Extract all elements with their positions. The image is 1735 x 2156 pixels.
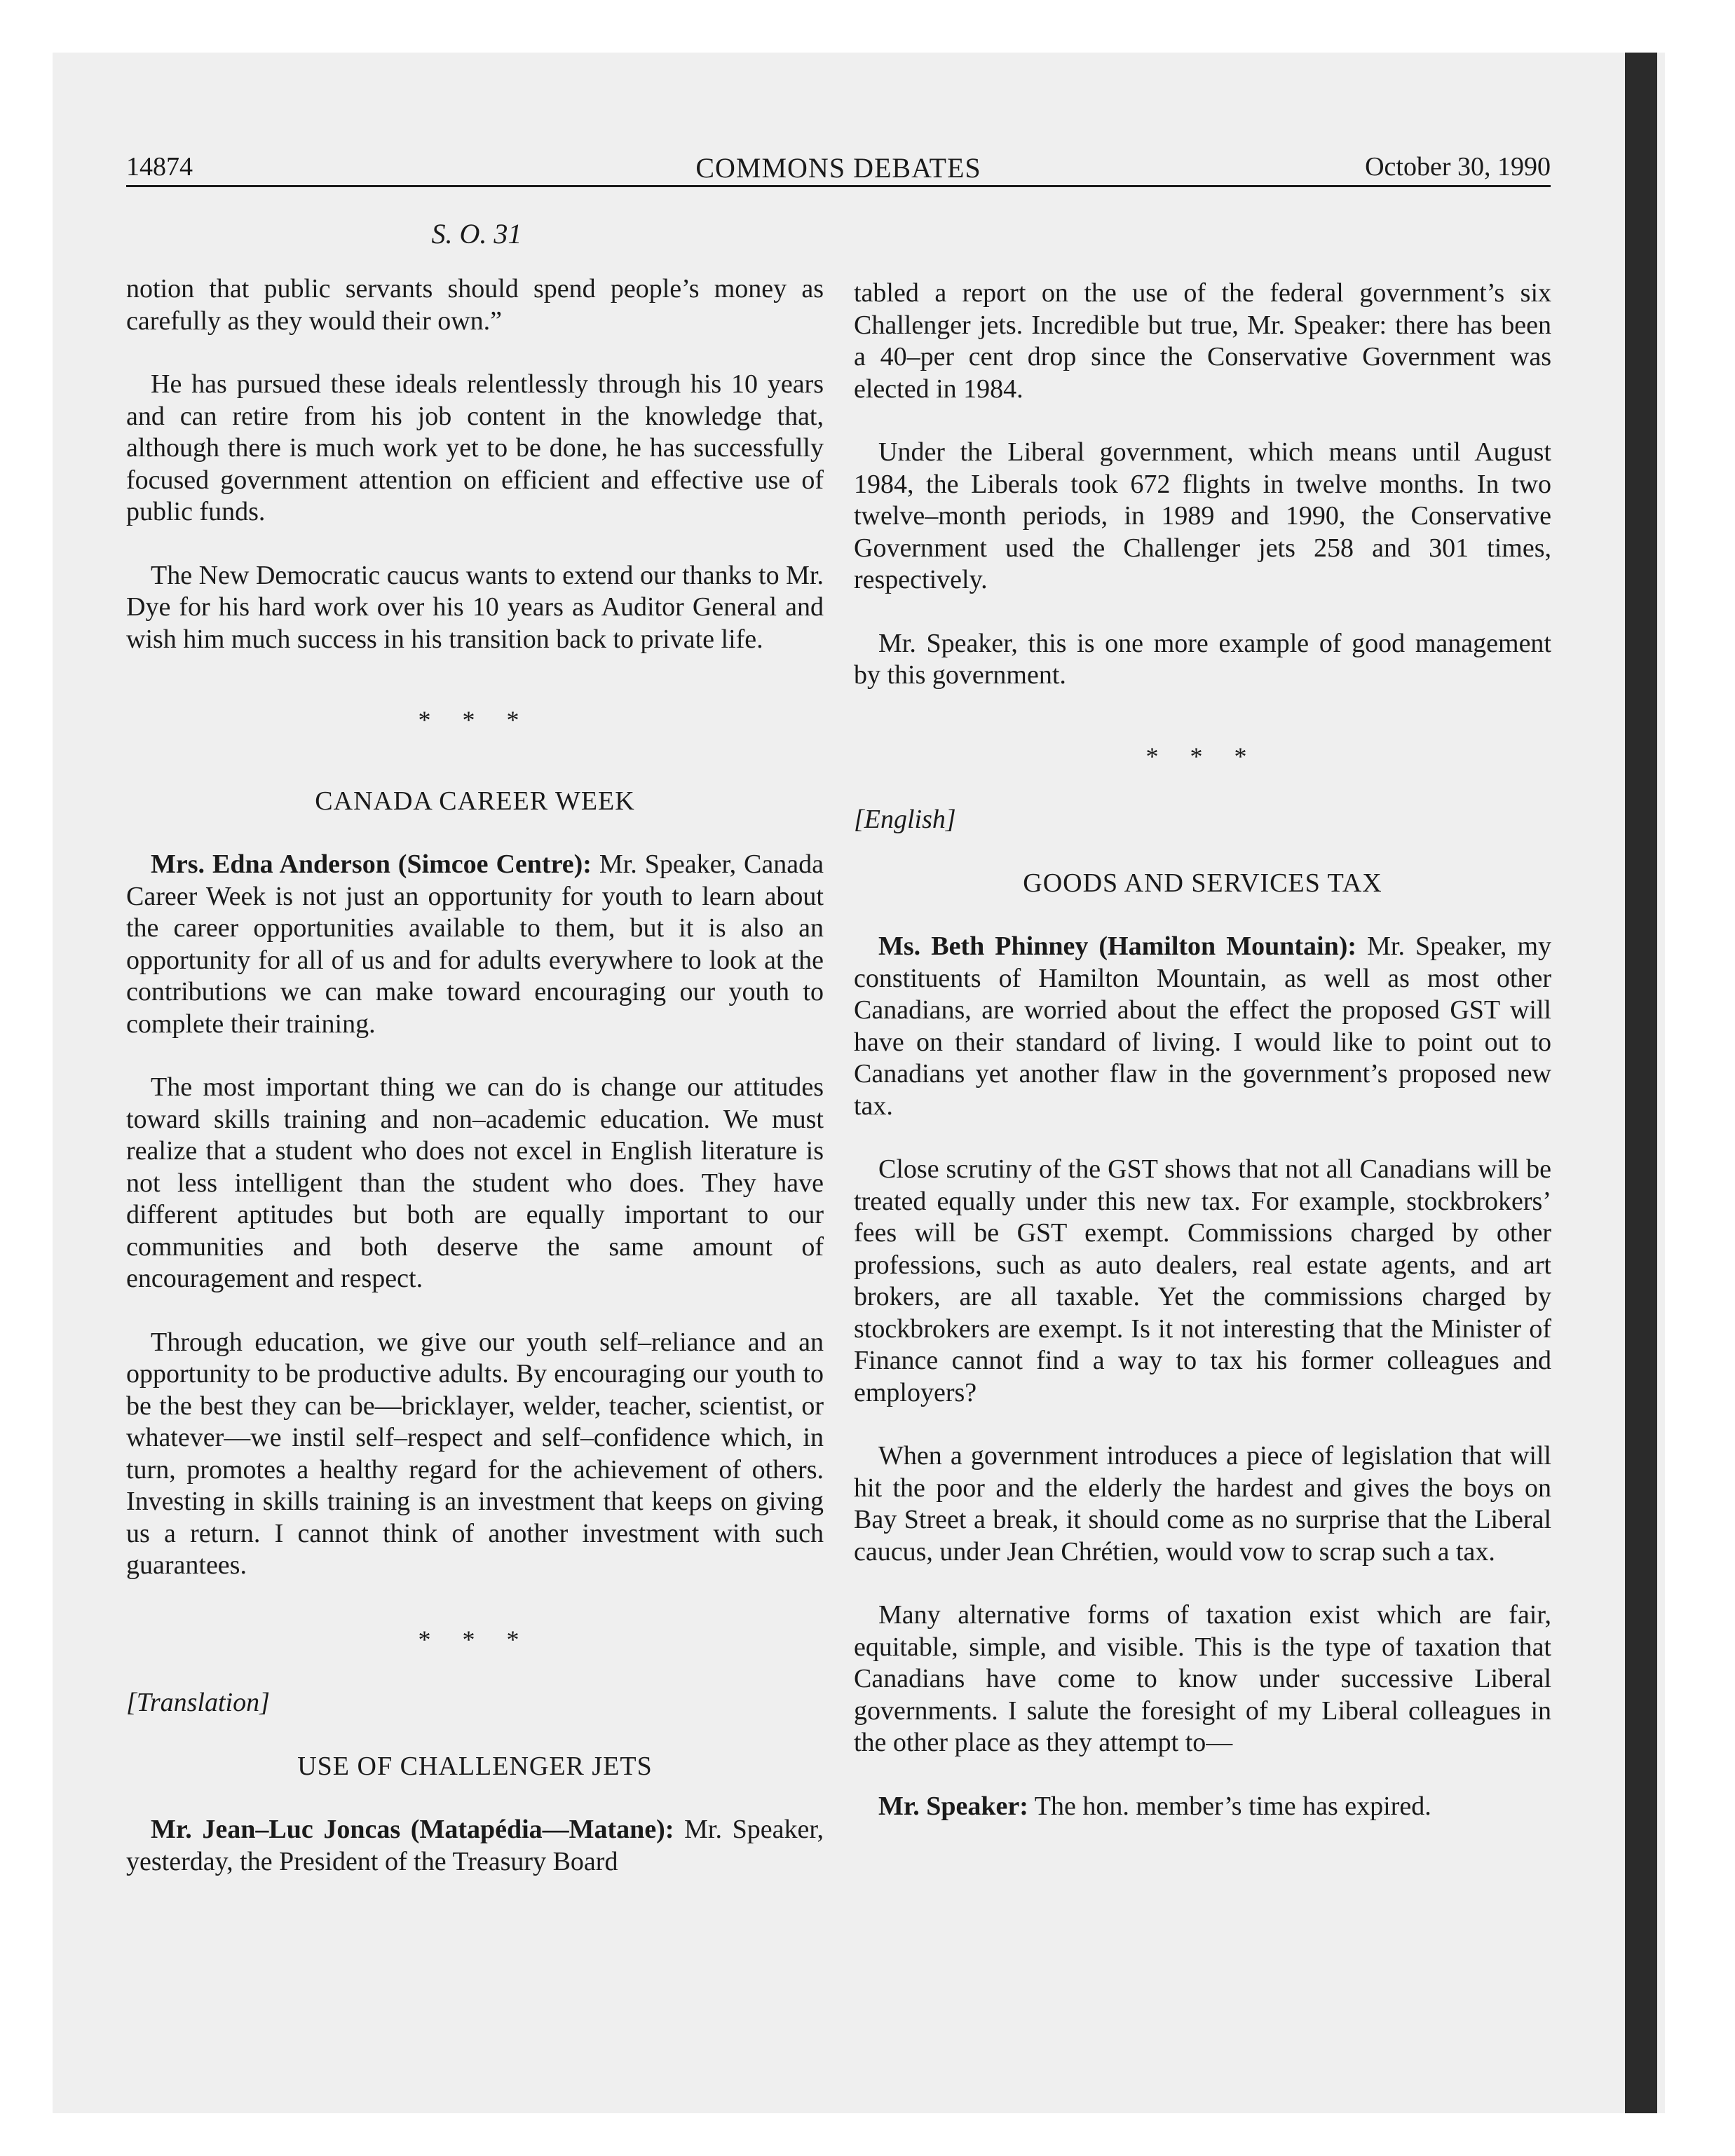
paragraph: The most important thing we can do is change our attitudes toward skills training and non–academic education. We must realize that a student who does not excel in English literature is not less intelligent than the student who does. They have different aptitudes but both are equally important to our communities and both deserve the same amount of encouragement and respect. xyxy=(126,1072,824,1293)
section-separator: * * * xyxy=(1145,742,1260,770)
paragraph: Mr. Speaker, this is one more example of good management by this government. xyxy=(854,628,1551,690)
language-marker: [Translation] xyxy=(126,1688,270,1717)
paragraph xyxy=(854,1791,1551,1823)
paragraph xyxy=(126,849,824,1040)
paragraph xyxy=(854,931,1551,1122)
section-label: S. O. 31 xyxy=(431,218,522,250)
paragraph xyxy=(126,1814,824,1878)
language-marker: [English] xyxy=(854,805,956,834)
paragraph: He has pursued these ideals relentlessly through his 10 years and can retire from his job content in the knowledge that, although there is much work yet to be done, he has successfully focused government attention on efficient and effective use of public funds. xyxy=(126,369,824,526)
publication-title: COMMONS DEBATES xyxy=(695,152,981,184)
right-column xyxy=(854,278,1551,1854)
speech-text: The hon. member’s time has expired. xyxy=(1034,1791,1431,1821)
paragraph: Close scrutiny of the GST shows that not all Canadians will be treated equally under this new tax. For example, stockbrokers’ fees will be GST exempt. Commissions charged by other professions, such as auto dealers, real estate agents, and art brokers, are all taxable. Yet the commissions charged by stockbrokers are exempt. Is it not interesting that the Minister of Finance cannot find a way to tax his former colleagues and employers? xyxy=(854,1154,1551,1407)
speech-text: Mr. Speaker, Canada Career Week is not just an opportunity for youth to learn about the career opportunities available to them, but it is also an opportunity for all of us and for adults everywhere to look at the contributions we can make toward encouraging our youth to complete their training. xyxy=(126,850,824,1039)
paragraph: tabled a report on the use of the federal government’s six Challenger jets. Incredible but true, Mr. Speaker: there has been a 40–per cent drop since the Conservative Government was elected in 1984. xyxy=(854,278,1551,404)
page-number: 14874 xyxy=(126,152,193,182)
section-heading: GOODS AND SERVICES TAX xyxy=(1023,868,1382,898)
page-header xyxy=(126,144,1551,186)
paragraph: When a government introduces a piece of legislation that will hit the poor and the elderly the hardest and gives the boys on Bay Street a break, it should come as no surprise that the Liberal caucus, under Jean Chrétien, would vow to scrap such a tax. xyxy=(854,1441,1551,1567)
section-heading: CANADA CAREER WEEK xyxy=(315,786,635,816)
speaker-name: Ms. Beth Phinney (Hamilton Mountain): xyxy=(878,932,1357,961)
paragraph: Through education, we give our youth self–reliance and an opportunity to be productive adults. By encouraging our youth to be the best they can be—bricklayer, welder, teacher, scientist, or whatever—we instil self–respect and self–confidence which, in turn, promotes a healthy regard for the achievement of others. Investing in skills training is an investment that keeps on giving us a return. I cannot think of another investment with such guarantees. xyxy=(126,1327,824,1580)
paragraph: Under the Liberal government, which means until August 1984, the Liberals took 672 flights in twelve months. In two twelve–month periods, in 1989 and 1990, the Conservative Government used the Challenger jets 258 and 301 times, respectively. xyxy=(854,437,1551,594)
section-heading: USE OF CHALLENGER JETS xyxy=(297,1751,653,1781)
publication-date: October 30, 1990 xyxy=(1365,152,1551,182)
scan-edge-bar xyxy=(1625,53,1657,2113)
speaker-name: Mrs. Edna Anderson (Simcoe Centre): xyxy=(151,850,592,879)
section-separator: * * * xyxy=(418,1625,532,1653)
paragraph: Many alternative forms of taxation exist which are fair, equitable, simple, and visible. This is the type of taxation that Canadians have come to know under successive Liberal governments. I salute the foresight of my Liberal colleagues in the other place as they attempt to— xyxy=(854,1600,1551,1757)
paragraph: The New Democratic caucus wants to extend our thanks to Mr. Dye for his hard work over his 10 years as Auditor General and wish him much success in his transition back to private life. xyxy=(126,560,824,654)
speech-text: Mr. Speaker, yesterday, the President of the Treasury Board xyxy=(126,1815,824,1876)
left-column xyxy=(126,273,824,1878)
speech-text: Mr. Speaker, my constituents of Hamilton Mountain, as well as most other Canadians, are worried about the effect the proposed GST will have on their standard of living. I would like to point out to Canadians yet another flaw in the government’s proposed new tax. xyxy=(854,932,1552,1121)
speaker-name: Mr. Jean–Luc Joncas (Matapédia—Matane): xyxy=(151,1815,674,1844)
header-rule xyxy=(126,185,1551,187)
speaker-name: Mr. Speaker: xyxy=(878,1791,1028,1821)
section-separator: * * * xyxy=(418,706,532,734)
paragraph: notion that public servants should spend people’s money as carefully as they would their own.” xyxy=(126,274,824,336)
